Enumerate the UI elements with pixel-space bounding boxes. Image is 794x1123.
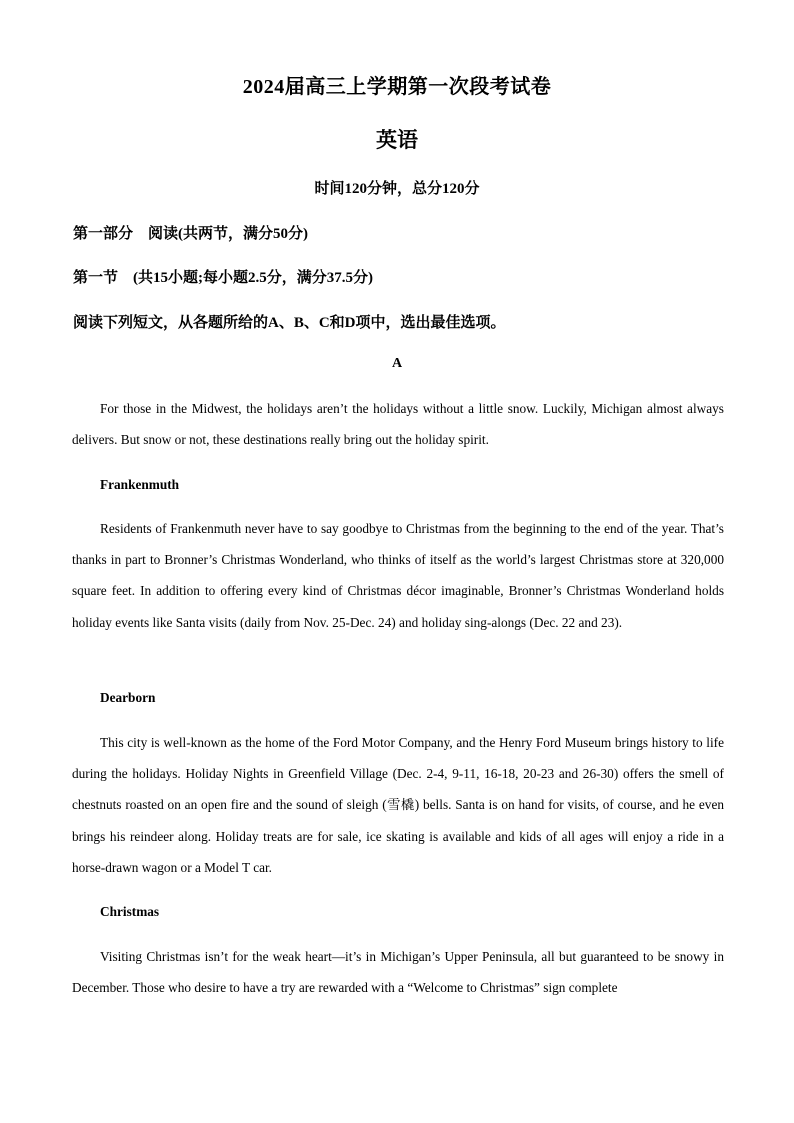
heading-dearborn: Dearborn xyxy=(100,690,156,705)
passage-letter: A xyxy=(391,356,403,371)
subsection-heading: 第一节 (共15小题;每小题2.5分，满分37.5分) xyxy=(73,270,373,286)
exam-title: 2024届高三上学期第一次段考试卷 xyxy=(242,76,552,98)
heading-christmas: Christmas xyxy=(100,904,160,919)
heading-frankenmuth: Frankenmuth xyxy=(100,477,180,492)
paragraph-christmas: Visiting Christmas isn’t for the weak heart—it’s in Michigan’s Upper Peninsula, all but guaranteed to be snowy in December. Those who desire to have a try are rewarded with a “Welcome to Christmas” sign complete xyxy=(72,949,724,996)
passage-intro: For those in the Midwest, the holidays aren’t the holidays without a little snow. Luckily, Michigan almost always delivers. But snow or not, these destinations really bring out the holiday spirit. xyxy=(72,401,724,448)
subject-title: 英语 xyxy=(376,128,418,152)
instruction-text: 阅读下列短文，从各题所给的A、B、C和D项中，选出最佳选项。 xyxy=(73,315,506,331)
paragraph-frankenmuth: Residents of Frankenmuth never have to say goodbye to Christmas from the beginning to the end of the year. That’s thanks in part to Bronner’s Christmas Wonderland, who thinks of itself as the world’s largest Christmas store at 320,000 square feet. In addition to offering every kind of Christmas décor imaginable, Bronner’s Christmas Wonderland holds holiday events like Santa visits (daily from Nov. 25-Dec. 24) and holiday sing-alongs (Dec. 22 and 23). xyxy=(72,521,724,630)
paragraph-dearborn: This city is well-known as the home of the Ford Motor Company, and the Henry Ford Museum brings history to life during the holidays. Holiday Nights in Greenfield Village (Dec. 2-4, 9-11, 16-18, 20-23 and 26-30) offers the smell of chestnuts roasted on an open fire and the sound of sleigh (雪橇) bells. Santa is on hand for visits, of course, and he even brings his reindeer along. Holiday treats are for sale, ice skating is available and kids of all ages will enjoy a ride in a horse-drawn wagon or a Model T car. xyxy=(72,735,724,875)
time-info: 时间120分钟，总分120分 xyxy=(314,181,480,197)
part-heading: 第一部分 阅读(共两节，满分50分) xyxy=(73,226,308,242)
